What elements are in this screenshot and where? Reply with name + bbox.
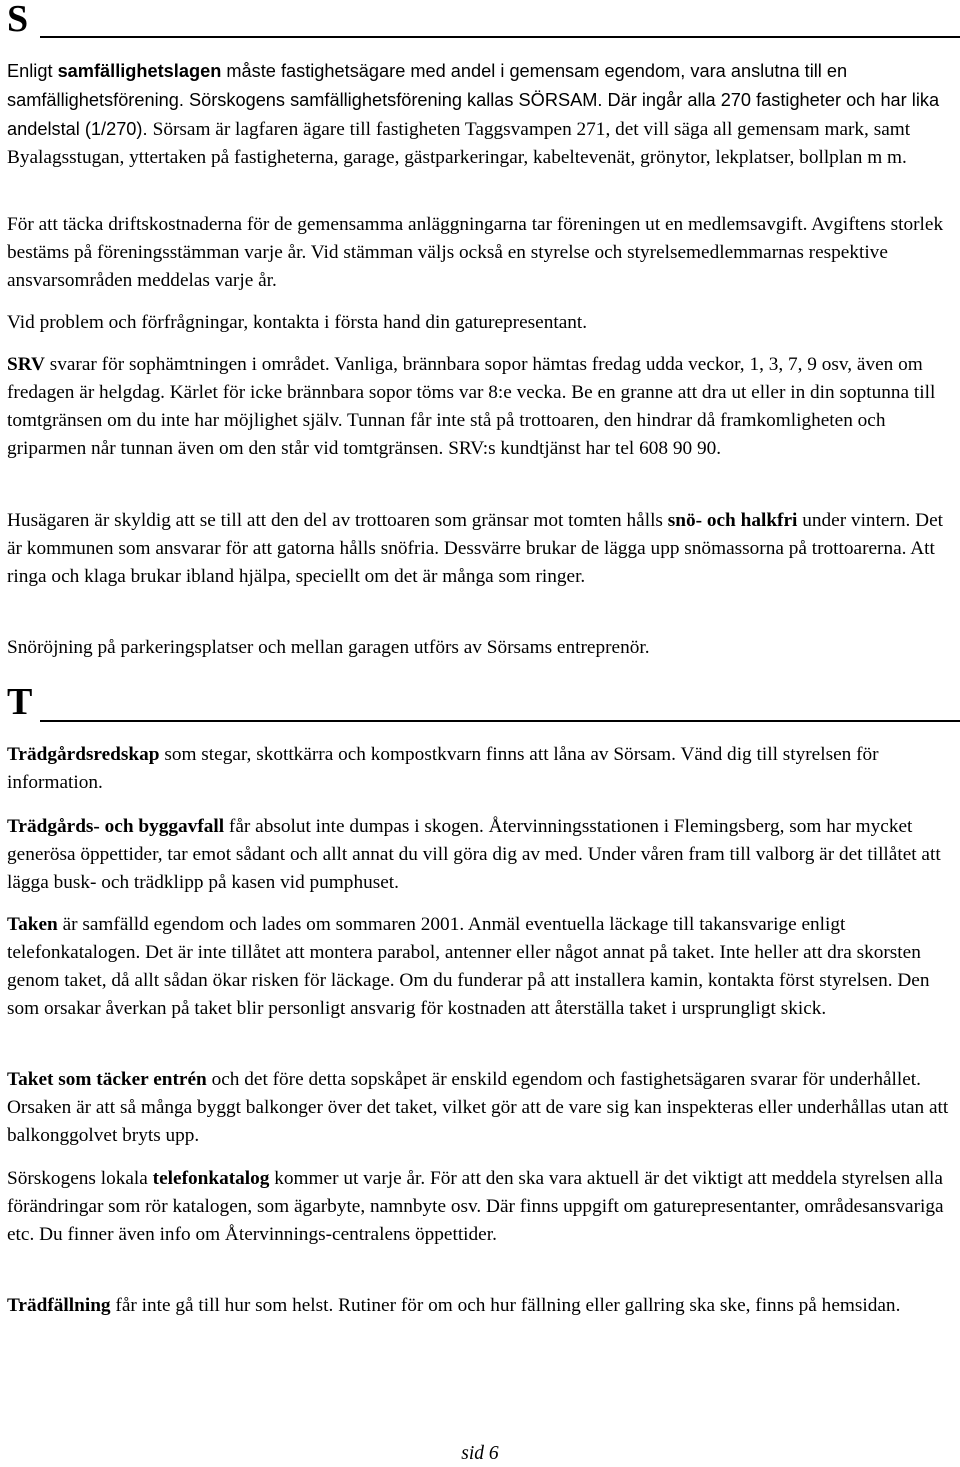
- section-rule-s: [40, 36, 960, 38]
- paragraph-tradgardsavfall: Trädgårds- och byggavfall får absolut inte dumpas i skogen. Återvinningsstationen i Flemingsberg, som har mycket generösa öppettider, tar emot sådant och allt annat du vill göra dig av med. Under våren fram till valborg är det tillåtet att lägga busk- och trädklipp på kasen vid pumphuset.: [7, 816, 941, 893]
- term-sno-och-halkfri: snö- och halkfri: [667, 510, 798, 531]
- paragraph-taken: Taken är samfälld egendom och lades om sommaren 2001. Anmäl eventuella läckage till takansvarige enligt telefonkatalogen. Det är inte tillåtet att montera parabol, antenner eller något annat på taket. Inte heller att dra skorsten genom taket, då allt sådan ökar risken för läckage. Om du funderar på att installera kamin, kontakta först styrelsen. Den som orsakar åverkan på taket blir personligt ansvarig för kostnaden att återställa taket i ursprungligt skick.: [7, 914, 930, 1019]
- term-taken: Taken: [7, 914, 58, 935]
- paragraph-snorojning: Snöröjning på parkeringsplatser och mellan garagen utförs av Sörsams entreprenör.: [7, 637, 650, 658]
- term-tradgardsredskap: Trädgårdsredskap: [7, 744, 160, 765]
- section-letter-s: S: [7, 0, 29, 40]
- paragraph-telefonkatalog: Sörskogens lokala telefonkatalog kommer ut varje år. För att den ska vara aktuell är det viktigt att meddela styrelsen alla förändringar som rör katalogen, som ägarbyte, namnbyte osv. Där finns uppgift om gaturepresentanter, områdesansvariga etc. Du finner även info om Återvinnings-centralens öppettider.: [7, 1168, 944, 1245]
- page-number: sid 6: [461, 1443, 499, 1464]
- term-tradfallning: Trädfällning: [7, 1295, 111, 1316]
- paragraph-srv: SRV svarar för sophämtningen i området. Vanliga, brännbara sopor hämtas fredag udda veckor, 1, 3, 7, 9 osv, även om fredagen är helgdag. Kärlet för icke brännbara sopor töms var 8:e vecka. Be en granne att dra ut eller in din soptunna till tomtgränsen om du inte har möjlighet själv. Tunnan får inte stå på trottoaren, den hindrar då framkomligheten och griparmen når tunnan även om den står vid tomtgränsen. SRV:s kundtjänst har tel 608 90 90.: [7, 354, 936, 459]
- paragraph-tradgardsredskap: Trädgårdsredskap som stegar, skottkärra och kompostkvarn finns att låna av Sörsam. Vänd dig till styrelsen för information.: [7, 744, 879, 793]
- section-letter-t: T: [7, 681, 33, 723]
- paragraph-taket-entren: Taket som täcker entrén och det före detta sopskåpet är enskild egendom och fastighetsägaren svarar för underhållet. Orsaken är att så många byggt balkonger över det taket, vilket gör att de vare sig kan inspekteras eller underhållas utan att balkonggolvet bryts upp.: [7, 1069, 949, 1146]
- term-taket-som-tacker-entren: Taket som täcker entrén: [7, 1069, 207, 1090]
- term-samfallighetslagen: samfällighetslagen: [57, 61, 222, 81]
- paragraph-forfragningar: Vid problem och förfrågningar, kontakta i första hand din gaturepresentant.: [7, 312, 588, 333]
- term-telefonkatalog: telefonkatalog: [152, 1168, 270, 1189]
- term-srv: SRV: [7, 354, 45, 375]
- paragraph-samfallighetslagen: Enligt samfällighetslagen måste fastighetsägare med andel i gemensam egendom, vara anslutna till en samfällighetsförening. Sörskogens samfällighetsförening kallas SÖRSAM. Där ingår alla 270 fastigheter och har lika andelstal (1/270). Sörsam är lagfaren ägare till fastigheten Taggsvampen 271, det vill säga all gemensam mark, samt Byalagsstugan, yttertaken på fastigheterna, garage, gästparkeringar, kabeltevenät, grönytor, lekplatser, bollplan m m.: [7, 61, 940, 168]
- paragraph-driftskostnader: För att täcka driftskostnaderna för de gemensamma anläggningarna tar föreningen ut en medlemsavgift. Avgiftens storlek bestäms på föreningsstämman varje år. Vid stämman väljs också en styrelse och styrelsemedlemmarnas respektive ansvarsområden meddelas varje år.: [7, 214, 944, 291]
- term-tradgards-och-byggavfall: Trädgårds- och byggavfall: [7, 816, 225, 837]
- section-rule-t: [40, 720, 960, 722]
- paragraph-tradfallning: Trädfällning får inte gå till hur som helst. Rutiner för om och hur fällning eller gallring ska ske, finns på hemsidan.: [7, 1295, 901, 1316]
- paragraph-sno-och-halkfri: Husägaren är skyldig att se till att den del av trottoaren som gränsar mot tomten hålls snö- och halkfri under vintern. Det är kommunen som ansvarar för att gatorna hålls snöfria. Dessvärre brukar de lägga upp snömassorna på trottoarerna. Att ringa och klaga brukar ibland hjälpa, speciellt om det är många som ringer.: [7, 510, 944, 587]
